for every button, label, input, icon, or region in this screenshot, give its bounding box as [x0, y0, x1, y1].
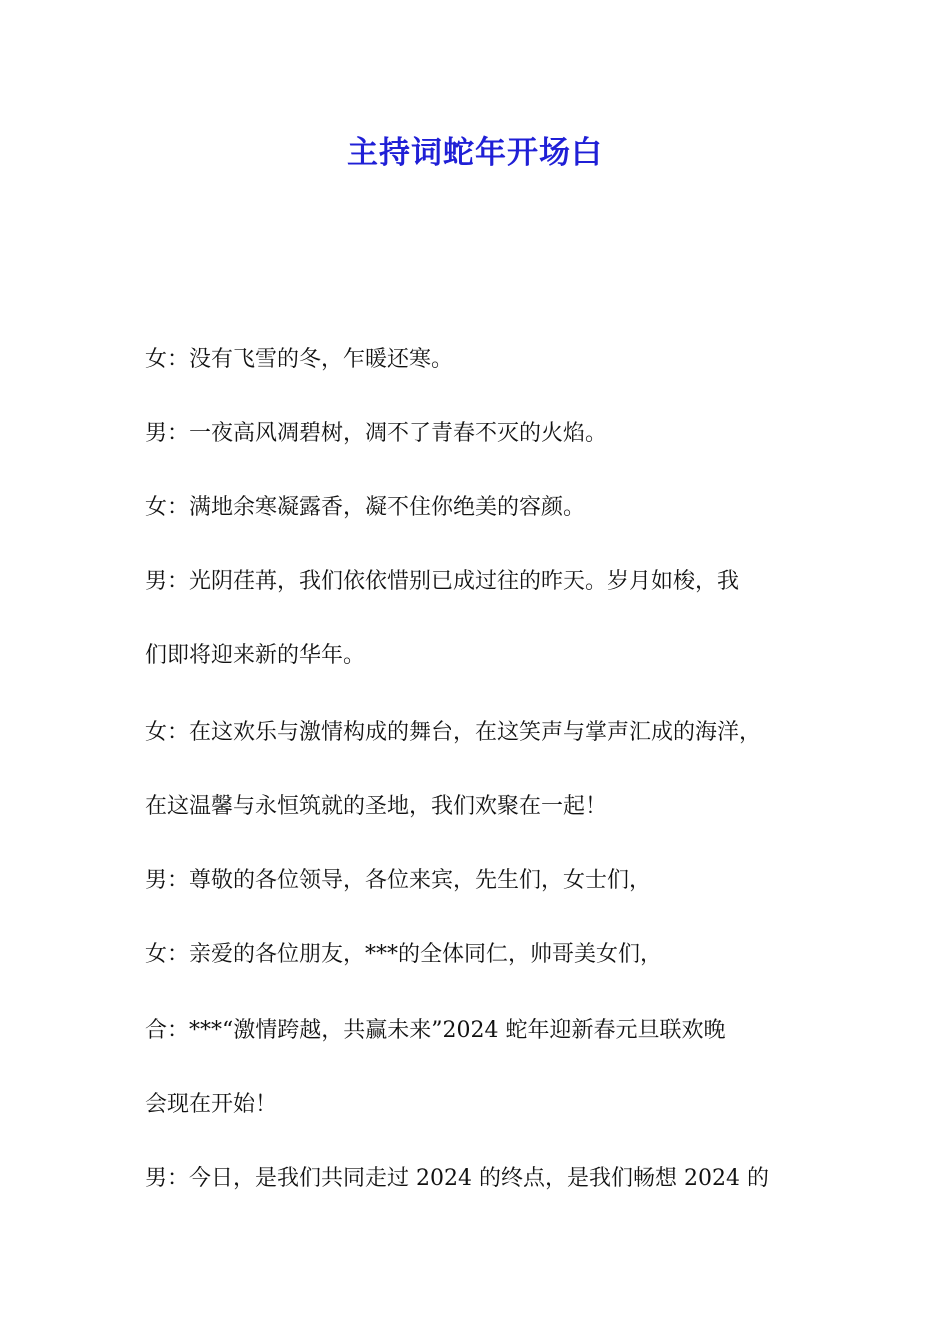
text-line: 女：在这欢乐与激情构成的舞台，在这笑声与掌声汇成的海洋，: [145, 720, 762, 745]
text-line: 女：满地余寒凝露香，凝不住你绝美的容颜。: [145, 495, 586, 520]
text-line: 们即将迎来新的华年。: [145, 643, 366, 668]
text-line: 女：亲爱的各位朋友，***的全体同仁，帅哥美女们，: [145, 942, 663, 967]
document-title: 主持词蛇年开场白: [347, 135, 603, 171]
text-line: 男：今日，是我们共同走过 2024 的终点，是我们畅想 2024 的: [145, 1166, 769, 1191]
text-line: 合：***“激情跨越，共赢未来”2024 蛇年迎新春元旦联欢晚: [145, 1018, 726, 1043]
text-line: 男：尊敬的各位领导，各位来宾，先生们，女士们，: [145, 868, 652, 893]
text-line: 在这温馨与永恒筑就的圣地，我们欢聚在一起！: [145, 794, 608, 819]
text-line: 会现在开始！: [145, 1092, 278, 1117]
text-line: 男：光阴荏苒，我们依依惜别已成过往的昨天。岁月如梭，我: [145, 569, 740, 594]
text-line: 男：一夜高风凋碧树，凋不了青春不灭的火焰。: [145, 421, 608, 446]
text-line: 女：没有飞雪的冬，乍暖还寒。: [145, 347, 454, 372]
